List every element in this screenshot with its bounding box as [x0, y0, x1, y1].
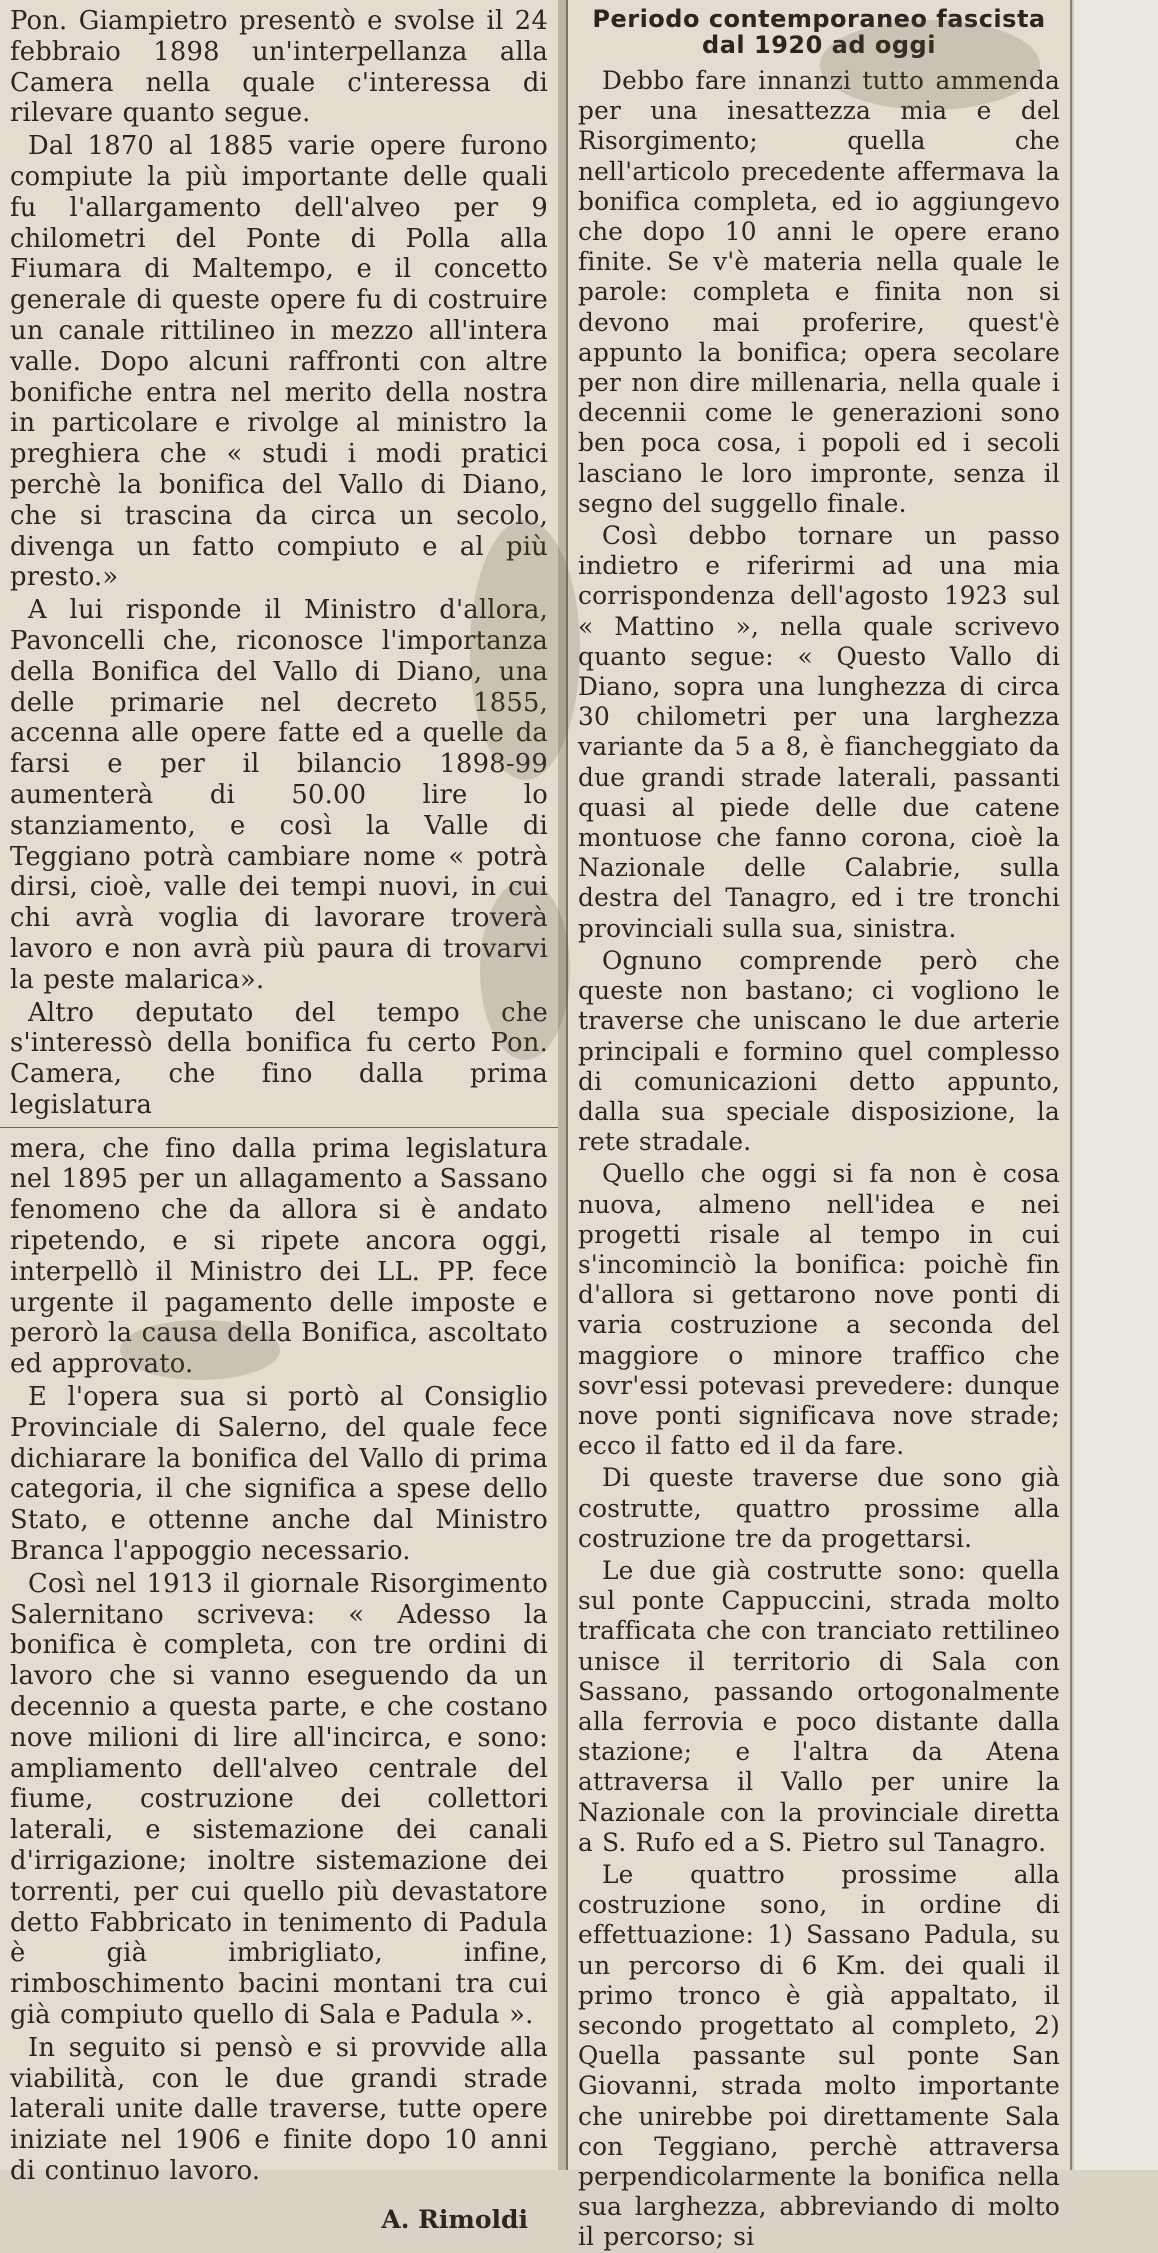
- paragraph: In seguito si pensò e si provvide alla viabilità, con le due grandi strade laterali unite dalle traverse, tutte opere iniziate nel 1906 e finite dopo 10 anni di continuo lavoro.: [10, 2032, 548, 2186]
- column-divider: [0, 1127, 558, 1128]
- author-signature: A. Rimoldi: [381, 2204, 528, 2234]
- left-block-1: [10, 0, 548, 1121]
- paragraph: Debbo fare innanzi tutto ammenda per una inesattezza mia e del Risorgimento; quella che nell'articolo precedente affermava la bonifica completa, ed io aggiungevo che dopo 10 anni le opere erano finite. Se v'è materia nella quale le parole: completa e finita non si devono mai proferire, quest'è appunto la bonifica; opera secolare per non dire millenaria, nella quale i decennii come le generazioni sono ben poca cosa, i popoli ed i secoli lasciano le loro impronte, senza il segno del suggello finale.: [578, 66, 1060, 518]
- paragraph: A lui risponde il Ministro d'allora, Pavoncelli che, riconosce l'importanza della Bonifica del Vallo di Diano, una delle primarie nel decreto 1855, accenna alle opere fatte ed a quelle da farsi e per il bilancio 1898-99 aumenterà di 50.00 lire lo stanziamento, e così la Valle di Teggiano potrà cambiare nome « potrà dirsi, cioè, valle dei tempi nuovi, in cui chi avrà voglia di lavorare troverà lavoro e non avrà più paura di trovarvi la peste malarica».: [10, 595, 548, 995]
- left-block-2: [10, 1134, 548, 2187]
- paragraph: Ognuno comprende però che queste non bastano; ci vogliono le traverse che uniscano le due arterie principali e formino quel complesso di comunicazioni detto appunto, dalla sua speciale disposizione, la rete stradale.: [578, 945, 1060, 1157]
- paragraph: Dal 1870 al 1885 varie opere furono compiute la più importante delle quali fu l'allargamento dell'alveo per 9 chilometri del Ponte di Polla alla Fiumara di Maltempo, e il concetto generale di queste opere fu di costruire un canale rittilineo in mezzo all'intera valle. Dopo alcuni raffronti con altre bonifiche entra nel merito della nostra in particolare e rivolge al ministro la preghiera che « studi i modi pratici perchè la bonifica del Vallo di Diano, che si trascina da circa un secolo, divenga un fatto compiuto e al più presto.»: [10, 131, 548, 593]
- paragraph: Le quattro prossime alla costruzione sono, in ordine di effettuazione: 1) Sassano Padula, su un percorso di 6 Km. dei quali il primo tronco è già appaltato, il secondo progettato al completo, 2) Quella passante sul ponte San Giovanni, strada molto importante che unirebbe poi direttamente Sala con Teggiano, perchè attraversa perpendicolarmente la bonifica nella sua larghezza, abbreviando di molto il percorso; si: [578, 1859, 1060, 2252]
- paragraph: Di queste traverse due sono già costrutte, quattro prossime alla costruzione tre da progettarsi.: [578, 1463, 1060, 1553]
- paragraph: mera, che fino dalla prima legislatura nel 1895 per un allagamento a Sassano fenomeno che da allora si è andato ripetendo, e si ripete ancora oggi, interpellò il Ministro dei LL. PP. fece urgente il pagamento delle imposte e perorò la causa della Bonifica, ascoltato ed approvato.: [10, 1133, 548, 1380]
- paragraph: Pon. Giampietro presentò e svolse il 24 febbraio 1898 un'interpellanza alla Camera nella quale c'interessa di rilevare quanto segue.: [10, 6, 548, 129]
- paragraph: Così debbo tornare un passo indietro e riferirmi ad una mia corrispondenza dell'agosto 1923 sul « Mattino », nella quale scrivevo quanto segue: « Questo Vallo di Diano, sopra una lunghezza di circa 30 chilometri per una larghezza variante da 5 a 8, è fiancheggiato da due grandi strade laterali, passanti quasi al piede delle due catene montuose che fanno corona, cioè la Nazionale delle Calabrie, sulla destra del Tanagro, ed i tre tronchi provinciali sulla sua, sinistra.: [578, 521, 1060, 943]
- paper-margin: [1074, 0, 1158, 2170]
- right-column: [566, 0, 1072, 2252]
- paragraph: Le due già costrutte sono: quella sul ponte Cappuccini, strada molto trafficata che con tranciato rettilineo unisce il territorio di Sala con Sassano, passando ortogonalmente alla ferrovia e poco distante dalla stazione; e l'altra da Atena attraversa il Vallo per unire la Nazionale con la provinciale diretta a S. Rufo ed a S. Pietro sul Tanagro.: [578, 1555, 1060, 1857]
- paragraph: Altro deputato del tempo che s'interessò della bonifica fu certo Pon. Camera, che fino dalla prima legislatura: [10, 997, 548, 1120]
- paragraph: E l'opera sua si portò al Consiglio Provinciale di Salerno, del quale fece dichiarare la bonifica del Vallo di prima categoria, il che significa a spese dello Stato, e ottenne anche dal Ministro Branca l'appoggio necessario.: [10, 1382, 548, 1567]
- column-gutter: [558, 0, 566, 2170]
- section-heading: Periodo contemporaneo fascista dal 1920 ad oggi: [592, 5, 1046, 59]
- paragraph: Così nel 1913 il giornale Risorgimento Salernitano scriveva: « Adesso la bonifica è completa, con tre ordini di lavoro che si vanno eseguendo da un decennio a questa parte, e che costano nove milioni di lire all'incirca, e sono: ampliamento dell'alveo centrale del fiume, costruzione dei collettori laterali, e sistemazione dei canali d'irrigazione; inoltre sistemazione dei torrenti, per cui quello più devastatore detto Fabbricato in tenimento di Padula è già imbrigliato, infine, rimboschimento bacini montani tra cui già compiuto quello di Sala e Padula ».: [10, 1568, 548, 2030]
- paragraph: Quello che oggi si fa non è cosa nuova, almeno nell'idea e nei progetti risale al tempo in cui s'incominciò la bonifica: poichè fin d'allora si gettarono nove ponti di varia costruzione a seconda del maggiore o minore traffico che sovr'essi potevasi prevedere: dunque nove ponti significava nove strade; ecco il fatto ed il da fare.: [578, 1159, 1060, 1461]
- left-column: [0, 0, 558, 2234]
